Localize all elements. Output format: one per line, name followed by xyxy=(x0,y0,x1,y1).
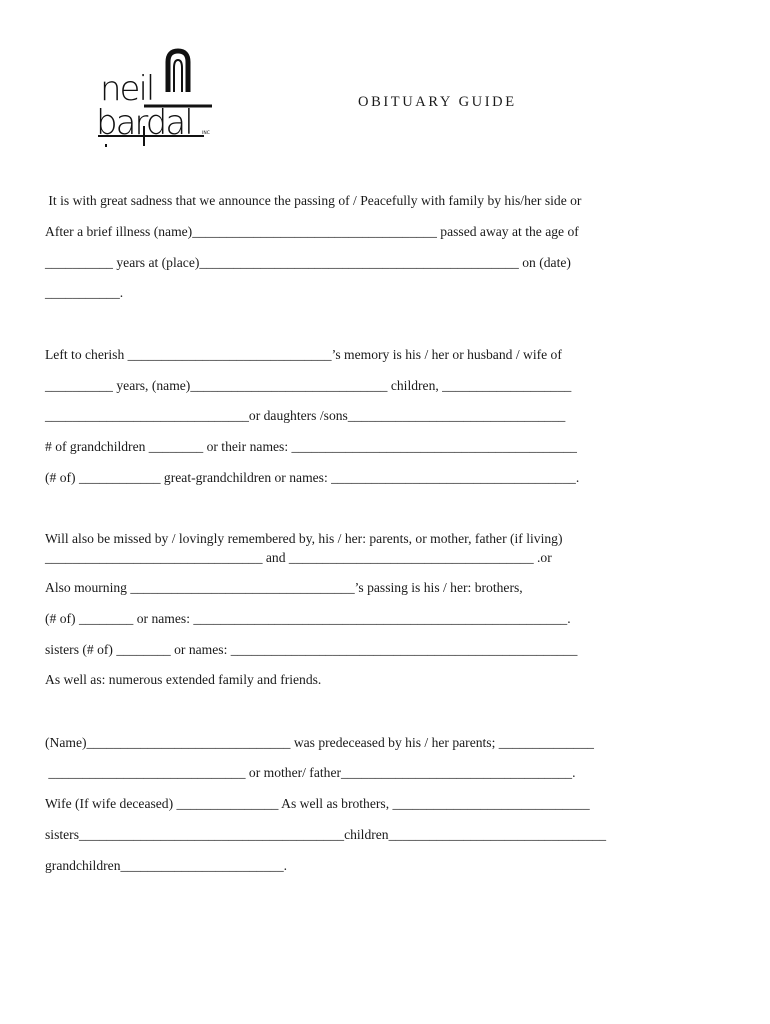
form-line: Wife (If wife deceased) _______________ As well as brothers, _____________________________ xyxy=(45,796,590,811)
form-line: __________ years at (place)_______________________________________________ on (date) xyxy=(45,255,571,270)
form-line: Will also be missed by / lovingly remembered by, his / her: parents, or mother, father (if living) xyxy=(45,531,563,546)
form-line: Also mourning _________________________________’s passing is his / her: brothers, xyxy=(45,580,523,595)
logo-word-bardal: bardal xyxy=(96,103,192,143)
neil-bardal-logo xyxy=(92,48,222,152)
form-line: sisters (# of) ________ or names: ___________________________________________________ xyxy=(45,642,578,657)
form-line: Left to cherish ______________________________’s memory is his / her or husband / wife of xyxy=(45,347,562,362)
form-line: It is with great sadness that we announce the passing of / Peacefully with family by his/her side or xyxy=(45,193,582,208)
form-line: ________________________________ and ____________________________________ .or xyxy=(45,550,552,565)
form-line: As well as: numerous extended family and friends. xyxy=(45,672,322,687)
form-line: grandchildren________________________. xyxy=(45,858,288,873)
page-title: OBITUARY GUIDE xyxy=(358,94,517,110)
form-line: ___________. xyxy=(45,285,124,300)
form-line: After a brief illness (name)____________________________________ passed away at the age of xyxy=(45,224,579,239)
logo-inc-mark: INC xyxy=(202,131,210,136)
form-line: (# of) ________ or names: _______________________________________________________. xyxy=(45,611,571,626)
form-line: _____________________________ or mother/ father__________________________________. xyxy=(45,765,576,780)
form-line: (Name)______________________________ was predeceased by his / her parents; ______________ xyxy=(45,735,594,750)
form-line: # of grandchildren ________ or their names: __________________________________________ xyxy=(45,439,577,454)
form-line: sisters_______________________________________children________________________________ xyxy=(45,827,607,842)
logo-word-neil: neil xyxy=(100,69,154,109)
form-line: (# of) ____________ great-grandchildren or names: ____________________________________. xyxy=(45,470,580,485)
form-line: __________ years, (name)_____________________________ children, ___________________ xyxy=(45,378,572,393)
form-line: ______________________________or daughters /sons________________________________ xyxy=(45,408,566,423)
